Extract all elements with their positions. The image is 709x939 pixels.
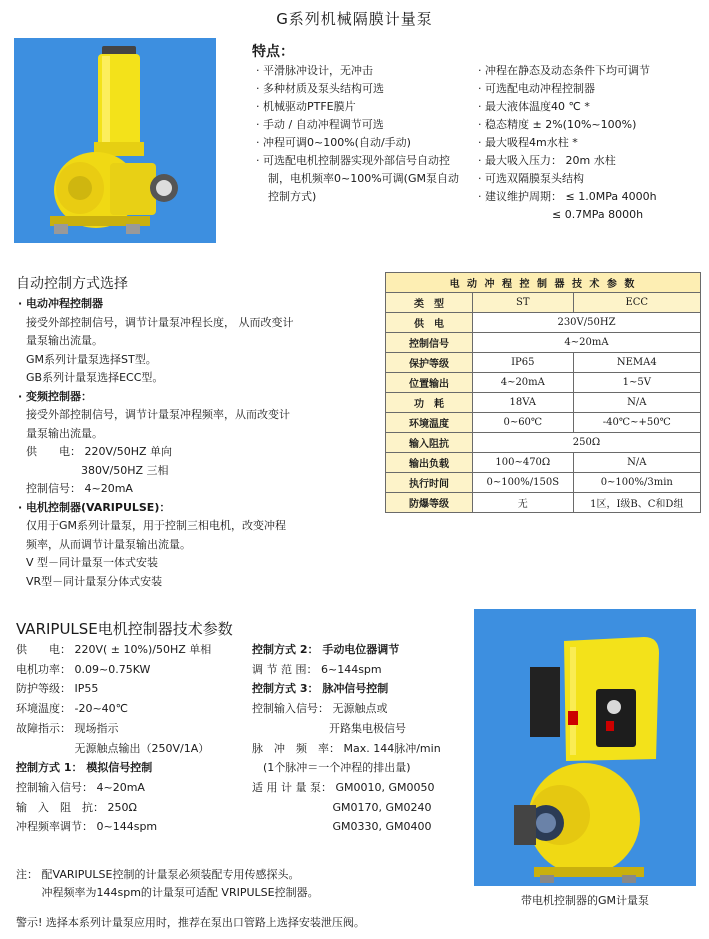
spec-cell: 环境温度 — [386, 413, 473, 433]
auto-control-line: 接受外部控制信号，调节计量泵冲程长度， 从而改变计 — [26, 315, 294, 329]
spec-cell: 供 电 — [386, 313, 473, 333]
varipulse-specs-right — [252, 640, 464, 837]
features-list-left — [256, 62, 466, 206]
spec-cell: 控制信号 — [386, 333, 473, 353]
spec-cell: 4~20mA — [473, 373, 574, 393]
spec-cell: NEMA4 — [573, 353, 700, 373]
feature-item: · 最大液体温度40 ℃ * — [478, 98, 703, 116]
varipulse-spec-line: 控制方式 1： 模拟信号控制 — [16, 761, 153, 775]
spec-cell: 位置输出 — [386, 373, 473, 393]
auto-control-line: GM系列计量泵选择ST型。 — [26, 352, 157, 366]
spec-title-row — [386, 273, 701, 293]
features-heading: 特点： — [252, 44, 294, 60]
varipulse-specs-left — [16, 640, 252, 837]
spec-cell: N/A — [573, 393, 700, 413]
varipulse-spec-line: 控制输入信号： 4~20mA — [16, 780, 145, 794]
auto-control-line: · 变频控制器： — [18, 389, 93, 403]
varipulse-spec-line: GM0330, GM0400 — [252, 820, 432, 834]
feature-item: · 建议维护周期： ≤ 1.0MPa 4000h — [478, 188, 703, 206]
spec-cell: 保护等级 — [386, 353, 473, 373]
varipulse-spec-line: 调 节 范 围： 6~144spm — [252, 662, 382, 676]
photo-caption: 带电机控制器的GM计量泵 — [520, 894, 649, 907]
varipulse-spec-line: 控制输入信号： 无源触点或 — [252, 702, 388, 716]
varipulse-spec-line: 脉 冲 频 率： Max. 144脉冲/min — [252, 741, 441, 755]
spec-cell: 电 动 冲 程 控 制 器 技 术 参 数 — [386, 273, 701, 293]
spec-cell: 无 — [473, 493, 574, 513]
varipulse-spec-line: 冲程频率调节： 0~144spm — [16, 820, 158, 834]
spec-cell: 1区，Ⅰ级B、C和D组 — [573, 493, 700, 513]
varipulse-spec-line: 控制方式 3： 脉冲信号控制 — [252, 682, 389, 696]
feature-item: · 机械驱动PTFE膜片 — [256, 98, 466, 116]
table-row — [386, 473, 701, 493]
feature-item: · 可选双隔膜泵头结构 — [478, 170, 703, 188]
spec-cell: ST — [473, 293, 574, 313]
notes — [16, 866, 476, 902]
auto-control-line: 频率，从而调节计量泵输出流量。 — [26, 537, 191, 551]
spec-cell: 类 型 — [386, 293, 473, 313]
varipulse-spec-line: 防护等级： IP55 — [16, 682, 99, 696]
spec-cell: 输入阻抗 — [386, 433, 473, 453]
spec-cell: 230V/50HZ — [473, 313, 701, 333]
spec-cell: N/A — [573, 453, 700, 473]
note-line: 注： 配VARIPULSE控制的计量泵必须装配专用传感探头。 — [16, 868, 300, 881]
spec-header-row — [386, 293, 701, 313]
stroke-controller-spec-table — [385, 272, 701, 513]
auto-control-line: 供 电： 220V/50HZ 单向 — [26, 445, 173, 458]
diaphragm-pump-illustration — [14, 38, 216, 243]
spec-cell: 防爆等级 — [386, 493, 473, 513]
spec-cell: 100~470Ω — [473, 453, 574, 473]
auto-control-line: 380V/50HZ 三相 — [26, 463, 169, 477]
auto-control-line: GB系列计量泵选择ECC型。 — [26, 371, 164, 384]
spec-cell: 1~5V — [573, 373, 700, 393]
varipulse-spec-line: 环境温度： -20~40℃ — [16, 702, 129, 716]
varipulse-spec-line: 供 电： 220V( ± 10%)/50HZ 单相 — [16, 643, 212, 656]
spec-cell: 250Ω — [473, 433, 701, 453]
table-row — [386, 373, 701, 393]
spec-cell: 18VA — [473, 393, 574, 413]
table-row — [386, 413, 701, 433]
spec-cell: 功 耗 — [386, 393, 473, 413]
gm-pump-with-controller-illustration — [474, 609, 696, 886]
varipulse-spec-line: 开路集电极信号 — [252, 721, 406, 735]
auto-control-line: · 电机控制器(VARIPULSE)： — [18, 500, 171, 514]
spec-cell: ECC — [573, 293, 700, 313]
feature-item: · 可选配电机控制器实现外部信号自动控制，电机频率0~100%可调(GM泵自动控制方式) — [256, 152, 466, 206]
auto-control-heading: 自动控制方式选择 — [16, 276, 128, 292]
spec-cell: 0~60℃ — [473, 413, 574, 433]
page-title: G系列机械隔膜计量泵 — [276, 10, 433, 28]
varipulse-spec-line: 无源触点输出（250V/1A） — [16, 741, 210, 755]
table-row — [386, 353, 701, 373]
varipulse-spec-line: 电机功率： 0.09~0.75KW — [16, 662, 151, 676]
auto-control-line: 仅用于GM系列计量泵，用于控制三相电机，改变冲程 — [26, 519, 287, 532]
table-row — [386, 313, 701, 333]
varipulse-heading: VARIPULSE电机控制器技术参数 — [16, 620, 233, 638]
feature-item: · 最大吸入压力： 20m 水柱 — [478, 152, 703, 170]
feature-item: · 稳态精度 ± 2%(10%~100%) — [478, 116, 703, 134]
spec-cell: 执行时间 — [386, 473, 473, 493]
auto-control-line: VR型－同计量泵分体式安装 — [26, 574, 163, 588]
note-line: 冲程频率为144spm的计量泵可适配 VRIPULSE控制器。 — [16, 886, 319, 899]
varipulse-spec-line: 控制方式 2： 手动电位器调节 — [252, 643, 400, 656]
auto-control-line: · 电动冲程控制器 — [18, 297, 104, 310]
auto-control-line: 量泵输出流量。 — [26, 426, 103, 440]
auto-control-line: 量泵输出流量。 — [26, 334, 103, 347]
feature-item: · 冲程在静态及动态条件下均可调节 — [478, 62, 703, 80]
feature-item: · 多种材质及泵头结构可选 — [256, 80, 466, 98]
auto-control-line: 接受外部控制信号，调节计量泵冲程频率，从而改变计 — [26, 408, 290, 421]
spec-cell: IP65 — [473, 353, 574, 373]
spec-cell: 输出负载 — [386, 453, 473, 473]
table-row — [386, 433, 701, 453]
feature-item: · 可选配电动冲程控制器 — [478, 80, 703, 98]
pump-photo-bottom — [474, 609, 696, 886]
feature-item: · 手动 / 自动冲程调节可选 — [256, 116, 466, 134]
table-row — [386, 393, 701, 413]
feature-item: · 最大吸程4m水柱 * — [478, 134, 703, 152]
feature-item: · 冲程可调0~100%(自动/手动) — [256, 134, 466, 152]
spec-cell: -40℃~+50℃ — [573, 413, 700, 433]
table-row — [386, 493, 701, 513]
features-list-right — [478, 62, 703, 224]
auto-control-body — [18, 295, 383, 591]
varipulse-spec-line: (1个脉冲＝一个冲程的排出量) — [252, 761, 411, 775]
spec-cell: 0~100%/150S — [473, 473, 574, 493]
spec-cell: 0~100%/3min — [573, 473, 700, 493]
feature-item: ≤ 0.7MPa 8000h — [552, 208, 644, 221]
auto-control-line: V 型－同计量泵一体式安装 — [26, 556, 159, 569]
varipulse-spec-line: GM0170, GM0240 — [252, 800, 432, 814]
varipulse-spec-line: 故障指示： 现场指示 — [16, 721, 119, 735]
feature-item: · 平滑脉冲设计，无冲击 — [256, 62, 466, 80]
pump-photo-top — [14, 38, 216, 243]
warning-text: 警示! 选择本系列计量泵应用时，推荐在泵出口管路上选择安装泄压阀。 — [16, 916, 365, 929]
auto-control-line: 控制信号： 4~20mA — [26, 482, 133, 495]
table-row — [386, 333, 701, 353]
spec-cell: 4~20mA — [473, 333, 701, 353]
varipulse-spec-line: 适 用 计 量 泵： GM0010, GM0050 — [252, 780, 435, 794]
varipulse-spec-line: 输 入 阻 抗： 250Ω — [16, 800, 137, 814]
table-row — [386, 453, 701, 473]
